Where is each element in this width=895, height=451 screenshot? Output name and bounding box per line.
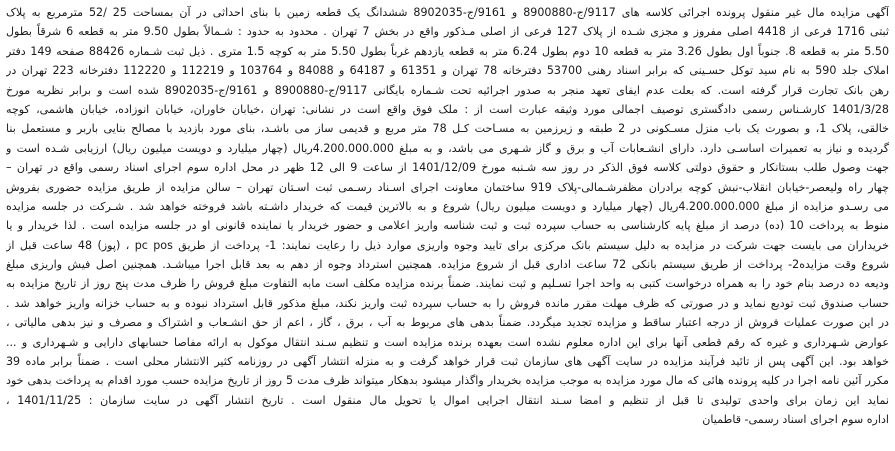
- notice-line-20: مکرر آئین نامه اجرا در کلیه پرونده هائی که مال مورد مزایده به موجب مزایده بخریدار واگذار میشود بدهکار میتواند ظرف مدت 5 روز از تاریخ مزایده حسب مورد اقدام به پرداخت بدهی خود: [6, 374, 889, 388]
- notice-line-6: 1401/3/28 کارشـناس رسمی دادگستری توصیف اجمالی مورد وثیقه عبارت است از : ملک فوق واقع است در نشانی: تهران ،خیابان خاوران، خیابان انوزاده، خیابان هاشمی، کوچه: [6, 102, 889, 116]
- notice-line-12: منوط به پرداخت 10 (ده) درصد از مبلغ پایه کارشناسی به حساب سپرده ثبت و ثبت شناسه واریز اعلامی و حضور خریدار یا نماینده قانونی او در جلسه مزایده است . لذا خریدار و یا: [6, 219, 889, 233]
- notice-line-21: نماید این زمان برای واحدی تولیدی تا قبل از تنظیم و امضا سـند انتقال اجرایی اموال یا تحویل مال منقول است . تاریخ انتشار آگهی در سایت سازمان : 1401/11/25 ،: [6, 393, 889, 407]
- notice-line-1: آگهی مزایده مال غیر منقول پرونده اجرائی کلاسه های 9117/ج-8900880 و 9161/ج-8902035 ششدانگ یک قطعه زمین با بنای احداثی در آن بمساحت 25 /52 مترمربع به پلاک: [6, 6, 889, 19]
- notice-line-16: حساب صندوق ثبت تودیع نماید و در صورتی که ظرف مهلت مقرر مانده فروش را به حساب سپرده ثبت واریز نکند، مبلغ مذکور قابل استرداد نبوده و به حساب خزانه واریز خواهد شد .: [6, 296, 889, 310]
- notice-line-5: رهن بانک تجارت قرار گرفته است. که بعلت عدم ایفای تعهد منجر به صدور اجرائیه تحت شـماره بایگانی 9117/ج-8900880 و 9161/ج-8902035 شده است و برابر نظریه مورخ: [6, 83, 889, 97]
- notice-line-14: شروع وقت مزایده2- پرداخت از طریق سیستم بانکی 72 ساعت اداری قبل از شروع مزایده. همچنین استرداد وجوه از دهم به بعد قابل اجرا میباشـد. همچنین اصل فیش واریزی مبلغ: [6, 258, 889, 272]
- notice-line-15: ودیعه ده درصد بنام خود را به همراه درخواست کتبی به واحد اجرا تسـلیم و ثبت نمایند. ضمناً برنده مزایده مکلف است مابه التفاوت مبلغ فروش را ظرف مدت پنج روز از تاریخ مزایده به: [6, 277, 889, 291]
- notice-line-11: می رسـدو مزایده از مبلغ 4.200.000.000ریال (چهار میلیارد و دویست میلیون ریال) شروع و به بالاترین قیمت که خریدار داشـته باشد فروخته خواهد شد . شـرکت در جلسه مزایده: [6, 199, 889, 213]
- notice-line-8: گردیده و نیاز به تعمیرات اساسـی دارد. دارای انشـعابات آب و برق و گاز شـهری می باشد، و به مبلغ 4.200.000.000ریال (چهار میلیارد و دویست میلیون ریال) ارزیابی شـده است و: [6, 141, 889, 155]
- notice-line-17: در این صورت عملیات فروش از درجه اعتبار ساقط و مزایده تجدید میگردد. ضمناً بدهی های مربوط به آب ، برق ، گاز ، اعم از حق انشـعاب و اشتراک و مصرف و نیز بدهی مالیاتی ،: [6, 316, 889, 330]
- notice-line-18: عوارض شـهرداری و غیره که رقم قطعی آنها برای این اداره معلوم نشده است بعهده برنده مزایده است و تنظیم سـند انتقال موکول به ارائه مفاصا حسابهای دارایی و شـهرداری و ...: [6, 335, 889, 349]
- notice-line-10: چهار راه ولیعصر-خیابان انقلاب-نبش کوچه برادران مظفرشـمالی-پلاک 919 ساختمان معاونت اجرای اسـناد رسـمی ثبت اسـتان تهران – سالن مزایده از طریق مزایده حضوری بفروش: [6, 180, 889, 194]
- notice-line-19: خواهد بود. این آگهی پس از تائید فرآیند مزایده در سایت آگهی های سازمان ثبت قرار خواهد گرفت و به منزله انتشار آگهی در روزنامه کثیر الانتشار محلی است . ضمناً برابر ماده 39: [6, 355, 889, 369]
- notice-line-4: املاک جلد 590 به نام سید توکل حسـینی که برابر اسناد رهنی 53700 دفترخانه 78 تهران و 61351 و 64187 و 84088 و 103764 و 112219 و 112220 دفترخانه 223 تهران در: [6, 64, 889, 78]
- notice-line-3: 5.50 متر به قطعه 8. جنوباً اول بطول 3.26 متر به قطعه 10 دوم بطول 6.24 متر به قطعه یازدهم غرباً بطول 5.50 متر به کوچه 1.5 متری . ذیل ثبت شـماره 88426 صفحه 149 دفتر: [6, 44, 889, 58]
- notice-signature: اداره سوم اجرای اسناد رسمی- قاطمیان: [702, 413, 889, 427]
- notice-line-9: جهت وصول طلب بستانکار و حقوق دولتی کلاسه فوق الذکر در روز سه شـنبه مورخ 1401/12/09 از ساعت 9 الی 12 ظهر در محل اداره سوم اجرای اسناد رسمی واقع در تهران –: [6, 161, 889, 175]
- notice-line-7: خالقی، پلاک 1، و بصورت یک باب منزل مسـکونی در 2 طبقه و زیرزمین به مسـاحت کـل 78 متر مربع و قدیمی ساز می باشـد، بنای مورد بازدید با مصالح بنایی باربر و مستعمل بنا: [6, 122, 889, 136]
- notice-line-2: ثبتی 1716 فرعی از 4418 اصلی مفروز و مجزی شـده از پلاک 127 فرعی از اصلی مـذکور واقع در بخش 7 تهران . محدود به حدود : شـمالاً بطول 9.50 متر به قطعه 6 شرقاً بطول: [6, 25, 889, 39]
- notice-line-13: خریداران می بایست جهت شرکت در مزایده به دلیل سیستم بانک مرکزی برای تایید وجوه واریزی موارد ذیل را رعایت نمایند: 1- پرداخت از طریق pc pos ، (پوز) 48 ساعت قبل از: [6, 238, 889, 252]
